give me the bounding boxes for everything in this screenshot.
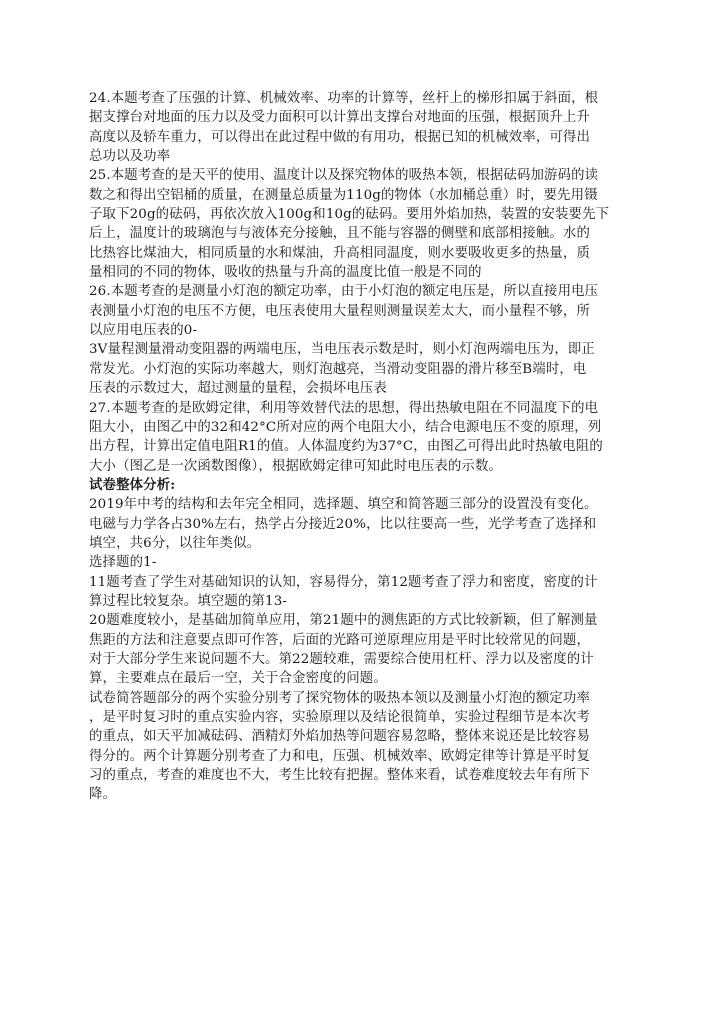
text-line: 得分的。两个计算题分别考查了力和电，压强、机械效率、欧姆定律等计算是平时复 — [89, 748, 591, 764]
text-line: 比热容比煤油大，相同质量的水和煤油，升高相同温度，则水要吸收更多的热量，质 — [89, 245, 591, 261]
text-line: 降。 — [89, 787, 117, 803]
text-line: 常发光。小灯泡的实际功率越大，则灯泡越亮，当滑动变阻器的滑片移至B端时，电 — [89, 361, 587, 377]
text-line: 2019年中考的结构和去年完全相同，选择题、填空和简答题三部分的设置没有变化。 — [89, 497, 598, 513]
text-line: 总功以及功率 — [89, 149, 171, 165]
text-line: 的重点，如天平加减砝码、酒精灯外焰加热等问题容易忽略，整体来说还是比较容易 — [89, 729, 591, 745]
text-line: 压表的示数过大，超过测量的量程，会损坏电压表 — [89, 381, 387, 397]
text-line: 电磁与力学各占30%左右，热学占分接近20%，比以往要高一些，光学考查了选择和 — [89, 516, 597, 532]
text-line: 后上，温度计的玻璃泡与与液体充分接触，且不能与容器的侧壁和底部相接触。水的 — [89, 226, 591, 242]
text-line: 算过程比较复杂。填空题的第13- — [89, 593, 288, 609]
text-line: 25.本题考查的是天平的使用、温度计以及探究物体的吸热本领，根据砝码加游码的读 — [89, 168, 599, 184]
text-line: 24.本题考查了压强的计算、机械效率、功率的计算等，丝杆上的梯形扣属于斜面，根 — [89, 91, 599, 106]
text-line: 数之和得出空铝桶的质量，在测量总质量为110g的物体（水加桶总重）时，要先用镊 — [89, 187, 598, 203]
text-line: 11题考查了学生对基础知识的认知，容易得分，第12题考查了浮力和密度，密度的计 — [89, 574, 598, 590]
text-line: 以应用电压表的0- — [89, 323, 198, 339]
text-line: 算，主要难点在最后一空，关于合金密度的问题。 — [89, 671, 387, 687]
document-page — [89, 89, 641, 805]
text-line: 3V量程测量滑动变阻器的两端电压，当电压表示数是时，则小灯泡两端电压为，即正 — [89, 342, 595, 358]
text-line: 高度以及轿车重力，可以得出在此过程中做的有用功，根据已知的机械效率，可得出 — [89, 129, 591, 145]
text-line: ，是平时复习时的重点实验内容，实验原理以及结论很简单，实验过程细节是本次考 — [89, 710, 591, 725]
text-line: 27.本题考查的是欧姆定律，利用等效替代法的思想，得出热敏电阻在不同温度下的电 — [89, 400, 599, 416]
text-line: 子取下20g的砝码，再依次放入100g和10g的砝码。要用外焰加热，装置的安装要先下 — [89, 207, 610, 223]
text-line: 阻大小，由图乙中的32和42°C所对应的两个电阻大小，结合电源电压不变的原理，列 — [89, 419, 602, 435]
text-line: 选择题的1- — [89, 555, 157, 571]
section-heading: 试卷整体分析: — [89, 476, 176, 493]
text-line: 习的重点，考查的难度也不大，考生比较有把握。整体来看，试卷难度较去年有所下 — [89, 768, 591, 784]
text-line: 量相同的不同的物体，吸收的热量与升高的温度比值一般是不同的 — [89, 265, 482, 281]
text-line: 填空，共6分，以往年类似。 — [89, 535, 261, 551]
text-line: 焦距的方法和注意要点即可作答，后面的光路可逆原理应用是平时比较常见的问题， — [89, 632, 591, 648]
text-line: 对于大部分学生来说问题不大。第22题较难，需要综合使用杠杆、浮力以及密度的计 — [89, 651, 594, 667]
text-line: 20题难度较小，是基础加简单应用，第21题中的测焦距的方式比较新颖，但了解测量 — [89, 613, 598, 629]
text-line: 试卷简答题部分的两个实验分别考了探究物体的吸热本领以及测量小灯泡的额定功率 — [89, 690, 591, 706]
text-line: 出方程，计算出定值电阻R1的值。人体温度约为37°C，由图乙可得出此时热敏电阻的 — [89, 439, 603, 455]
text-line: 据支撑台对地面的压力以及受力面积可以计算出支撑台对地面的压强，根据顶升上升 — [89, 110, 591, 126]
text-line: 26.本题考查的是测量小灯泡的额定功率，由于小灯泡的额定电压是，所以直接用电压 — [89, 284, 599, 300]
text-line: 表测量小灯泡的电压不方便，电压表使用大量程则测量误差太大，而小量程不够，所 — [89, 303, 591, 319]
text-line: 大小（图乙是一次函数图像），根据欧姆定律可知此时电压表的示数。 — [89, 458, 503, 474]
